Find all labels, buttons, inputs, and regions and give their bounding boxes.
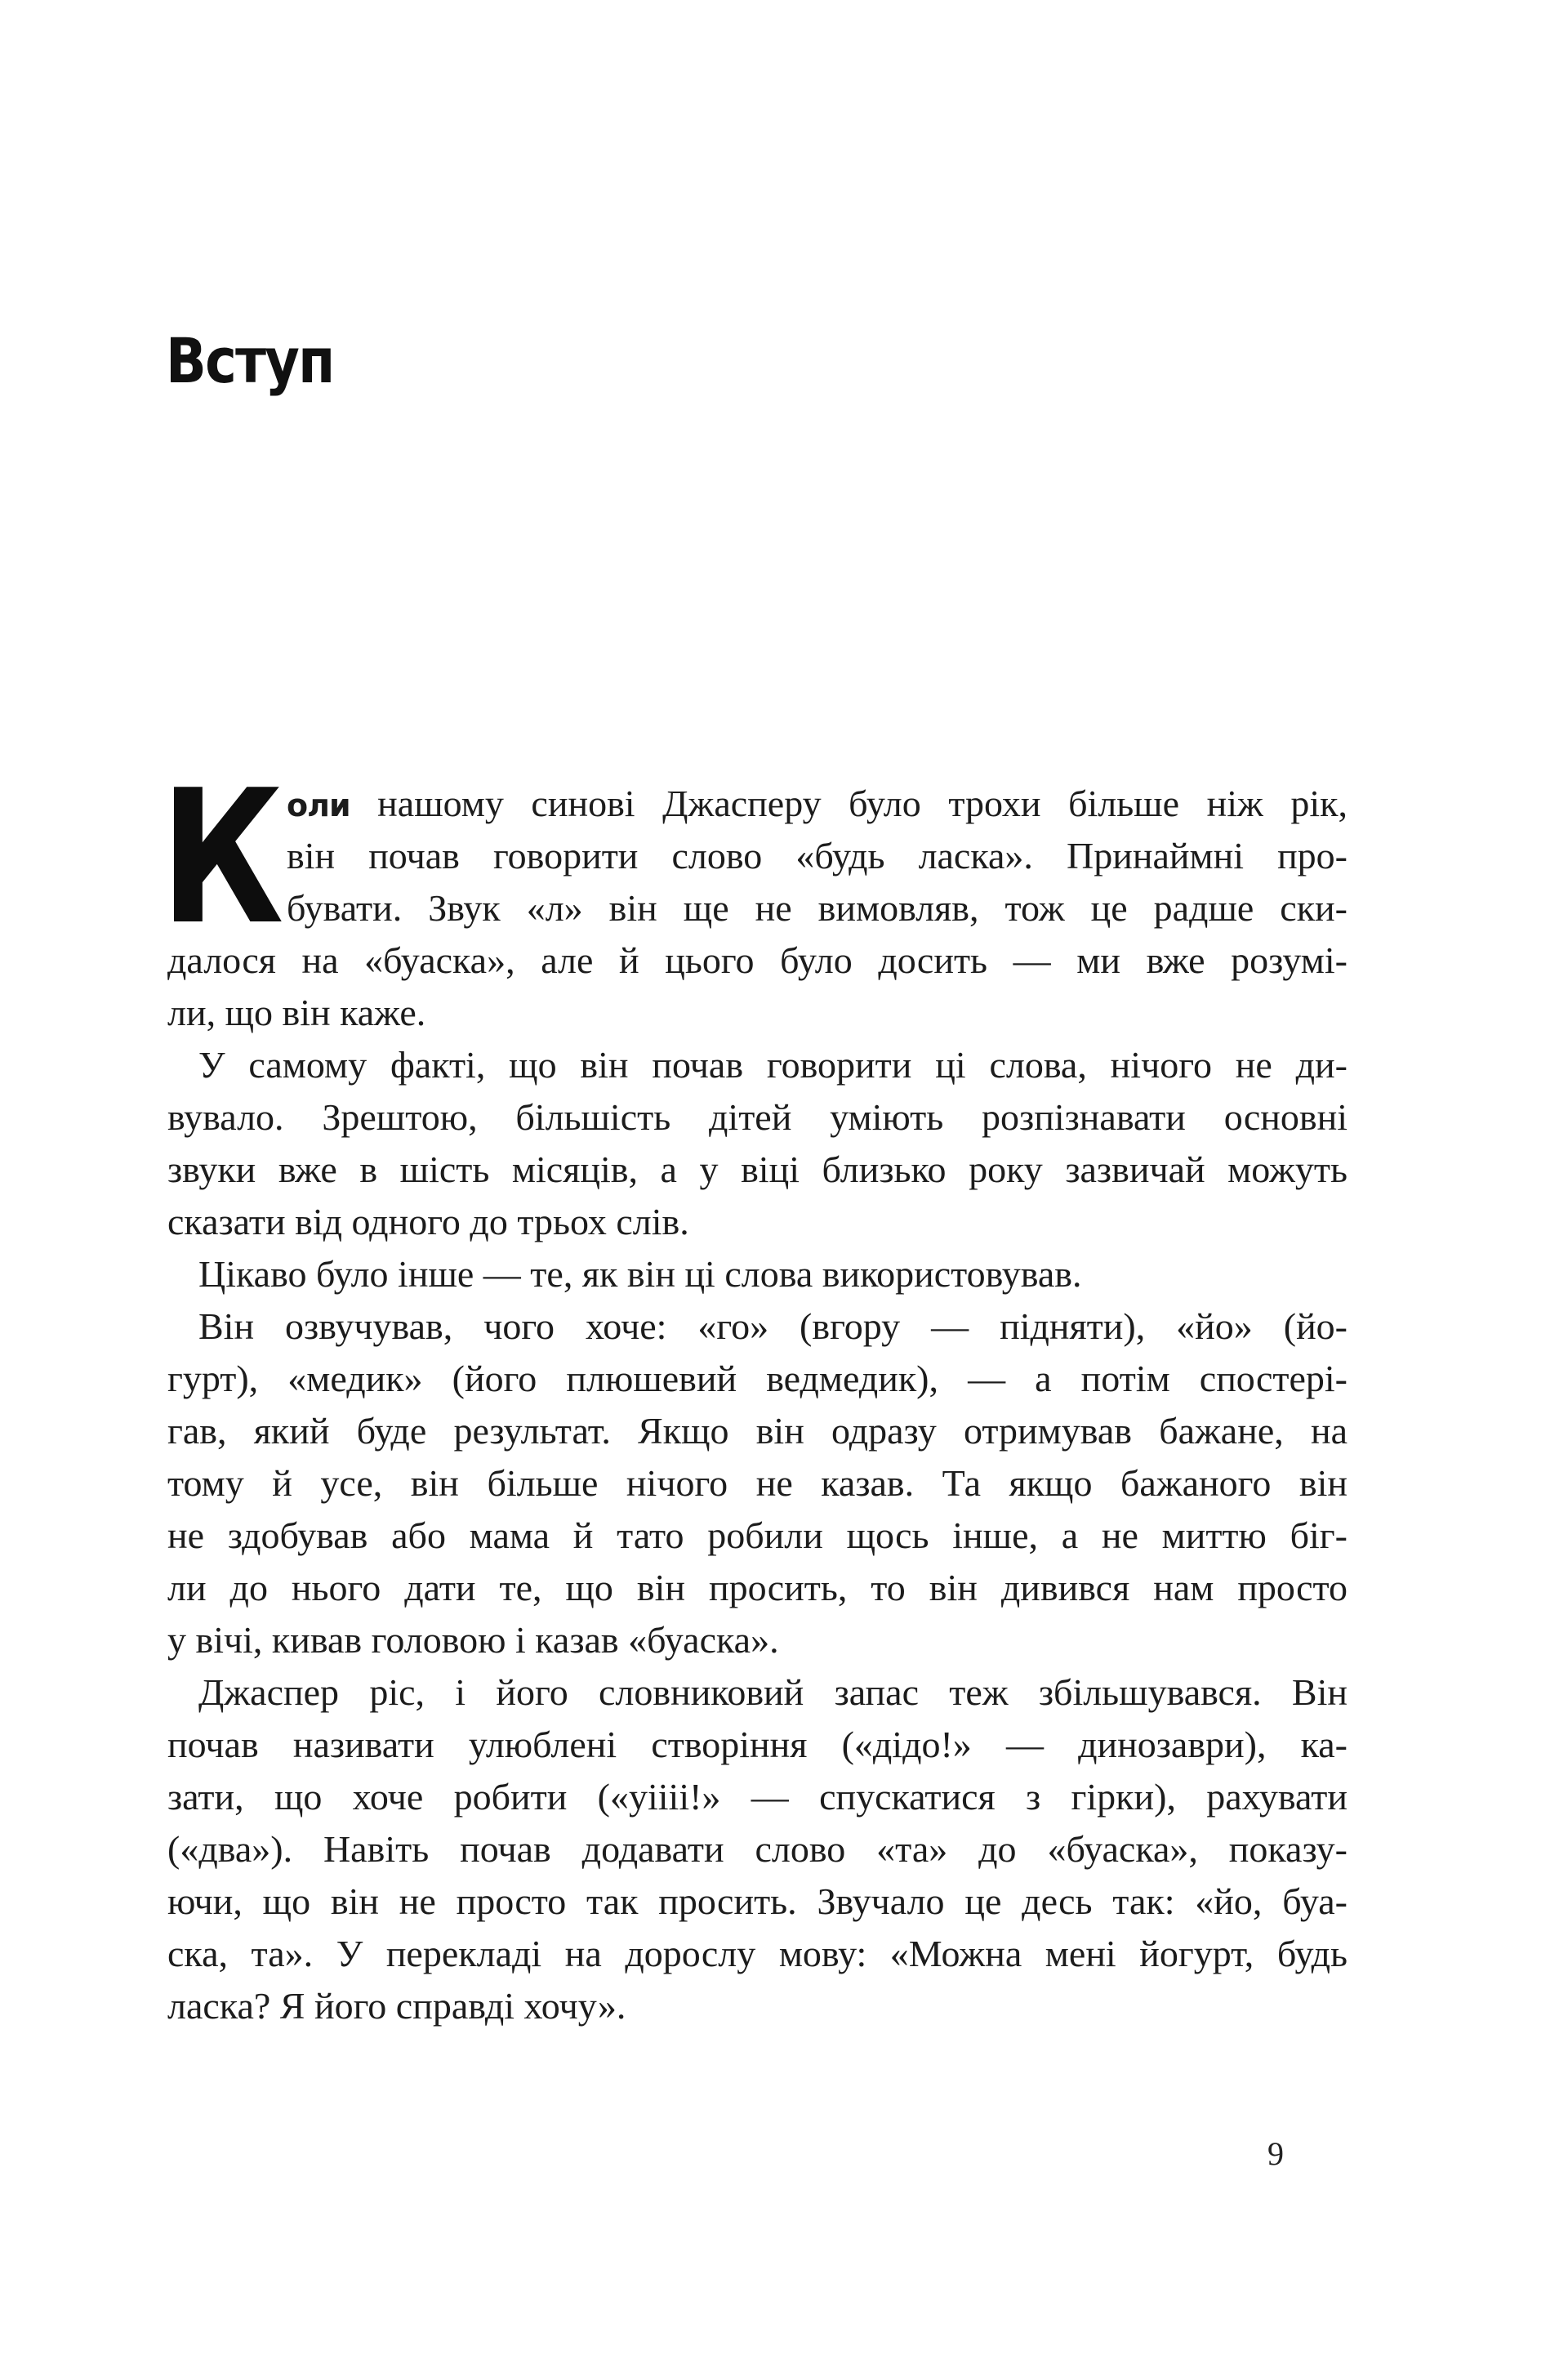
text-line: ска, та». У перекладі на дорослу мову: «Можна мені йогурт, будь — [167, 1933, 1348, 1974]
text-line: не здобував або мама й тато робили щось інше, а не миттю біг- — [167, 1514, 1348, 1556]
text-line: ли до нього дати те, що він просить, то він дивився нам просто — [167, 1567, 1348, 1608]
text-line: тому й усе, він більше нічого не казав. Та якщо бажаного він — [167, 1462, 1348, 1504]
body-text — [167, 778, 1348, 2032]
text-line — [167, 778, 1348, 830]
page-number: 9 — [1267, 2135, 1284, 2172]
chapter-title: Вступ — [166, 324, 334, 397]
text-line: («два»). Навіть почав додавати слово «та» до «буаска», показу- — [167, 1828, 1348, 1870]
text-line: гав, який буде результат. Якщо він одразу отримував бажане, на — [167, 1410, 1348, 1452]
text-line: ли, що він каже. — [167, 992, 426, 1033]
text-line: ючи, що він не просто так просить. Звучало це десь так: «йо, буа- — [167, 1880, 1348, 1922]
text-line: сказати від одного до трьох слів. — [167, 1201, 689, 1242]
text-line: бувати. Звук «л» він ще не вимовляв, тож це радше ски- — [287, 887, 1348, 929]
line-text: нашому синові Джасперу було трохи більше ніж рік, — [350, 783, 1348, 824]
text-line: зати, що хоче робити («уіііі!» — спускатися з гірки), рахувати — [167, 1776, 1348, 1818]
text-line: У самому факті, що він почав говорити ці слова, нічого не ди- — [198, 1044, 1348, 1086]
text-line: ласка? Я його справді хочу». — [167, 1985, 626, 2027]
text-line: гурт), «медик» (його плюшевий ведмедик), — а потім спостері- — [167, 1358, 1348, 1399]
lead-in-bold: оли — [287, 787, 350, 823]
text-line: він почав говорити слово «будь ласка». Принаймні про- — [287, 835, 1348, 876]
text-line: почав називати улюблені створіння («дідо!» — динозаври), ка- — [167, 1724, 1348, 1765]
drop-cap-letter: К — [160, 751, 284, 966]
text-line: далося на «буаска», але й цього було досить — ми вже розумі- — [167, 939, 1348, 981]
text-line: Цікаво було інше — те, як він ці слова використовував. — [198, 1253, 1082, 1295]
text-line: вувало. Зрештою, більшість дітей уміють розпізнавати основні — [167, 1096, 1348, 1138]
text-line: Джаспер ріс, і його словниковий запас теж збільшувався. Він — [198, 1671, 1348, 1713]
text-line: Він озвучував, чого хоче: «го» (вгору — підняти), «йо» (йо- — [198, 1305, 1348, 1347]
text-line: звуки вже в шість місяців, а у віці близько року зазвичай можуть — [167, 1149, 1348, 1190]
text-line: у вічі, кивав головою і казав «буаска». — [167, 1619, 779, 1661]
